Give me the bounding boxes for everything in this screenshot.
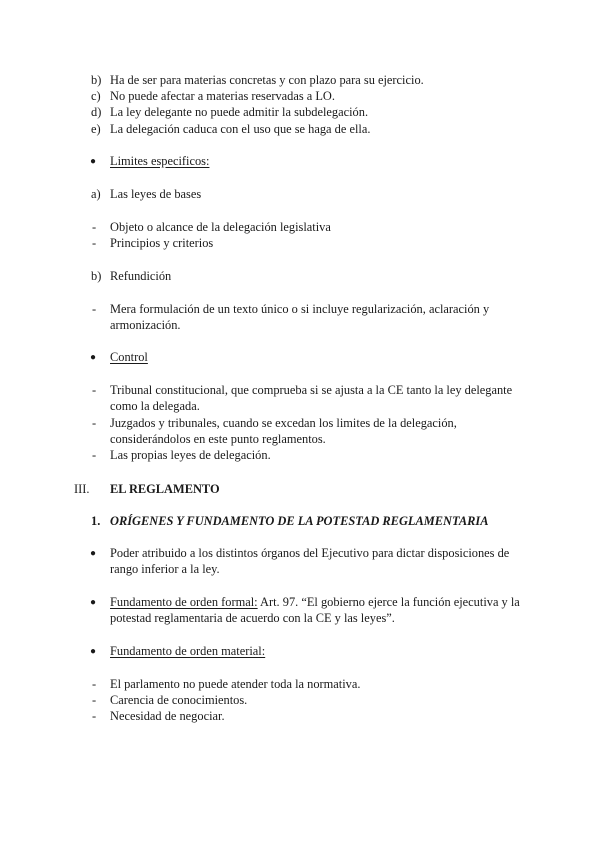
bullet-icon: ● [90,352,97,363]
dash-marker: - [92,416,97,430]
dash-marker: - [92,220,97,234]
line: Mera formulación de un texto único o si incluye regularización, aclaración y [110,302,490,316]
dash-marker: - [92,448,97,462]
line: considerándolos en este punto reglamentos. [110,432,326,446]
dash-marker: - [92,236,97,250]
list-item [110,382,527,414]
bullet-icon: ● [90,548,97,559]
list-marker: a) [91,187,101,201]
list-marker: e) [91,122,101,136]
section-title: EL REGLAMENTO [110,482,220,496]
list-item: Las propias leyes de delegación. [110,448,271,462]
bases-title: Las leyes de bases [110,187,202,201]
list-item [110,301,527,333]
line: Poder atribuido a los distintos órganos del Ejecutivo para dictar disposiciones de [110,546,510,560]
list-marker: b) [91,269,102,283]
line: Juzgados y tribunales, cuando se excedan los limites de la delegación, [110,416,457,430]
list-item [110,415,527,447]
list-item: La delegación caduca con el uso que se haga de ella. [110,122,371,136]
formal-label: Fundamento de orden formal: [110,595,258,609]
dash-marker: - [92,677,97,691]
line: armonización. [110,318,181,332]
dash-marker: - [92,709,97,723]
list-marker: b) [91,73,102,87]
list-item: Carencia de conocimientos. [110,693,248,707]
dash-marker: - [92,383,97,397]
list-marker: d) [91,105,102,119]
line: rango inferior a la ley. [110,562,220,576]
formal-text-line2: potestad reglamentaria de acuerdo con la CE y las leyes”. [110,611,395,625]
dash-marker: - [92,693,97,707]
list-item: La ley delegante no puede admitir la subdelegación. [110,105,369,119]
list-item: Necesidad de negociar. [110,709,225,723]
dash-marker: - [92,302,97,316]
line: Tribunal constitucional, que comprueba si se ajusta a la CE tanto la ley delegante [110,383,513,397]
list-item: Ha de ser para materias concretas y con plazo para su ejercicio. [110,73,424,87]
bullet-icon: ● [90,156,97,167]
formal-line [110,594,520,610]
list-item: El parlamento no puede atender toda la normativa. [110,677,361,691]
bullet-icon: ● [90,597,97,608]
section-number: III. [74,482,90,496]
material-heading: Fundamento de orden material: [110,644,266,658]
list-item: Principios y criterios [110,236,214,250]
limites-heading: Limites especificos: [110,154,210,168]
refundicion-title: Refundición [110,269,172,283]
list-item: No puede afectar a materias reservadas a LO. [110,89,335,103]
list-marker: c) [91,89,101,103]
subsection-title: ORÍGENES Y FUNDAMENTO DE LA POTESTAD REGLAMENTARIA [110,514,489,528]
control-heading: Control [110,350,148,364]
line: como la delegada. [110,399,200,413]
list-item: Objeto o alcance de la delegación legislativa [110,220,331,234]
paragraph [110,545,527,577]
bullet-icon: ● [90,646,97,657]
formal-text: Art. 97. “El gobierno ejerce la función ejecutiva y la [257,595,520,609]
subsection-number: 1. [91,514,101,528]
